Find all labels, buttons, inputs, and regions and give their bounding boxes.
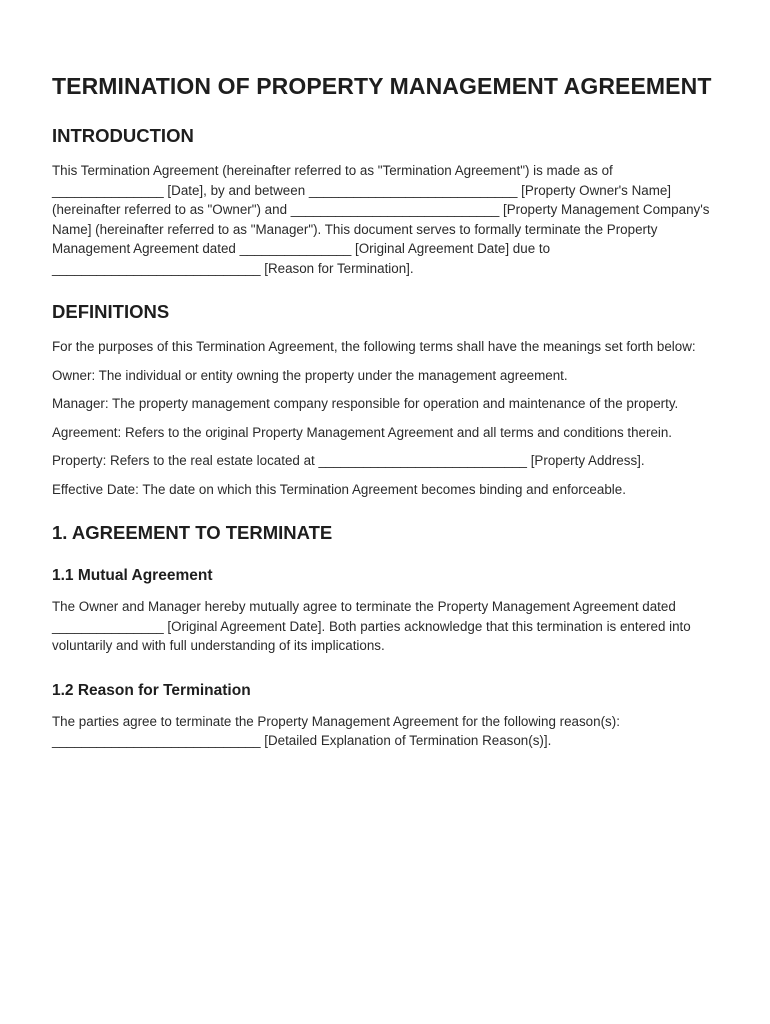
definition-property: Property: Refers to the real estate located at ____________________________ [Property Address]. (52, 453, 645, 468)
definition-manager: Manager: The property management company responsible for operation and maintenance of the property. (52, 396, 679, 411)
subsection-1-1-heading: 1.1 Mutual Agreement (52, 567, 213, 584)
document-page (52, 70, 724, 760)
document-title: TERMINATION OF PROPERTY MANAGEMENT AGREEMENT (52, 73, 712, 99)
introduction-paragraph: This Termination Agreement (hereinafter referred to as "Termination Agreement") is made as of _______________ [Date], by and between ____________________________ [Property Owner's Name] (hereinafter referred to as "Owner") and ____________________________ [Property Management Company's Name] (hereinafter referred to as "Manager"). This document serves to formally terminate the Property Management Agreement dated _______________ [Original Agreement Date] due to ____________________________ [Reason for Termination]. (52, 163, 710, 276)
introduction-heading: INTRODUCTION (52, 125, 194, 146)
subsection-1-2-paragraph: The parties agree to terminate the Property Management Agreement for the following reason(s): ____________________________ [Detailed Explanation of Termination Reason(s)]. (52, 713, 620, 748)
section-1-heading: 1. AGREEMENT TO TERMINATE (52, 522, 333, 543)
subsection-1-2-heading: 1.2 Reason for Termination (52, 681, 251, 699)
subsection-1-1 (52, 565, 724, 656)
definitions-heading: DEFINITIONS (52, 301, 170, 322)
subsection-1-2 (52, 680, 724, 751)
definition-agreement: Agreement: Refers to the original Property Management Agreement and all terms and conditions therein. (52, 424, 673, 440)
definition-owner: Owner: The individual or entity owning the property under the management agreement. (52, 367, 568, 383)
definition-effective-date: Effective Date: The date on which this Termination Agreement becomes binding and enforceable. (52, 481, 626, 497)
agreement-to-terminate-section (52, 521, 724, 751)
subsection-1-1-paragraph: The Owner and Manager hereby mutually agree to terminate the Property Management Agreement dated _______________ [Original Agreement Date]. Both parties acknowledge that this termination is entered into voluntarily and with full understanding of its implications. (52, 599, 691, 653)
definitions-intro: For the purposes of this Termination Agreement, the following terms shall have the meanings set forth below: (52, 339, 696, 354)
introduction-section (52, 124, 724, 278)
definitions-section (52, 300, 724, 499)
